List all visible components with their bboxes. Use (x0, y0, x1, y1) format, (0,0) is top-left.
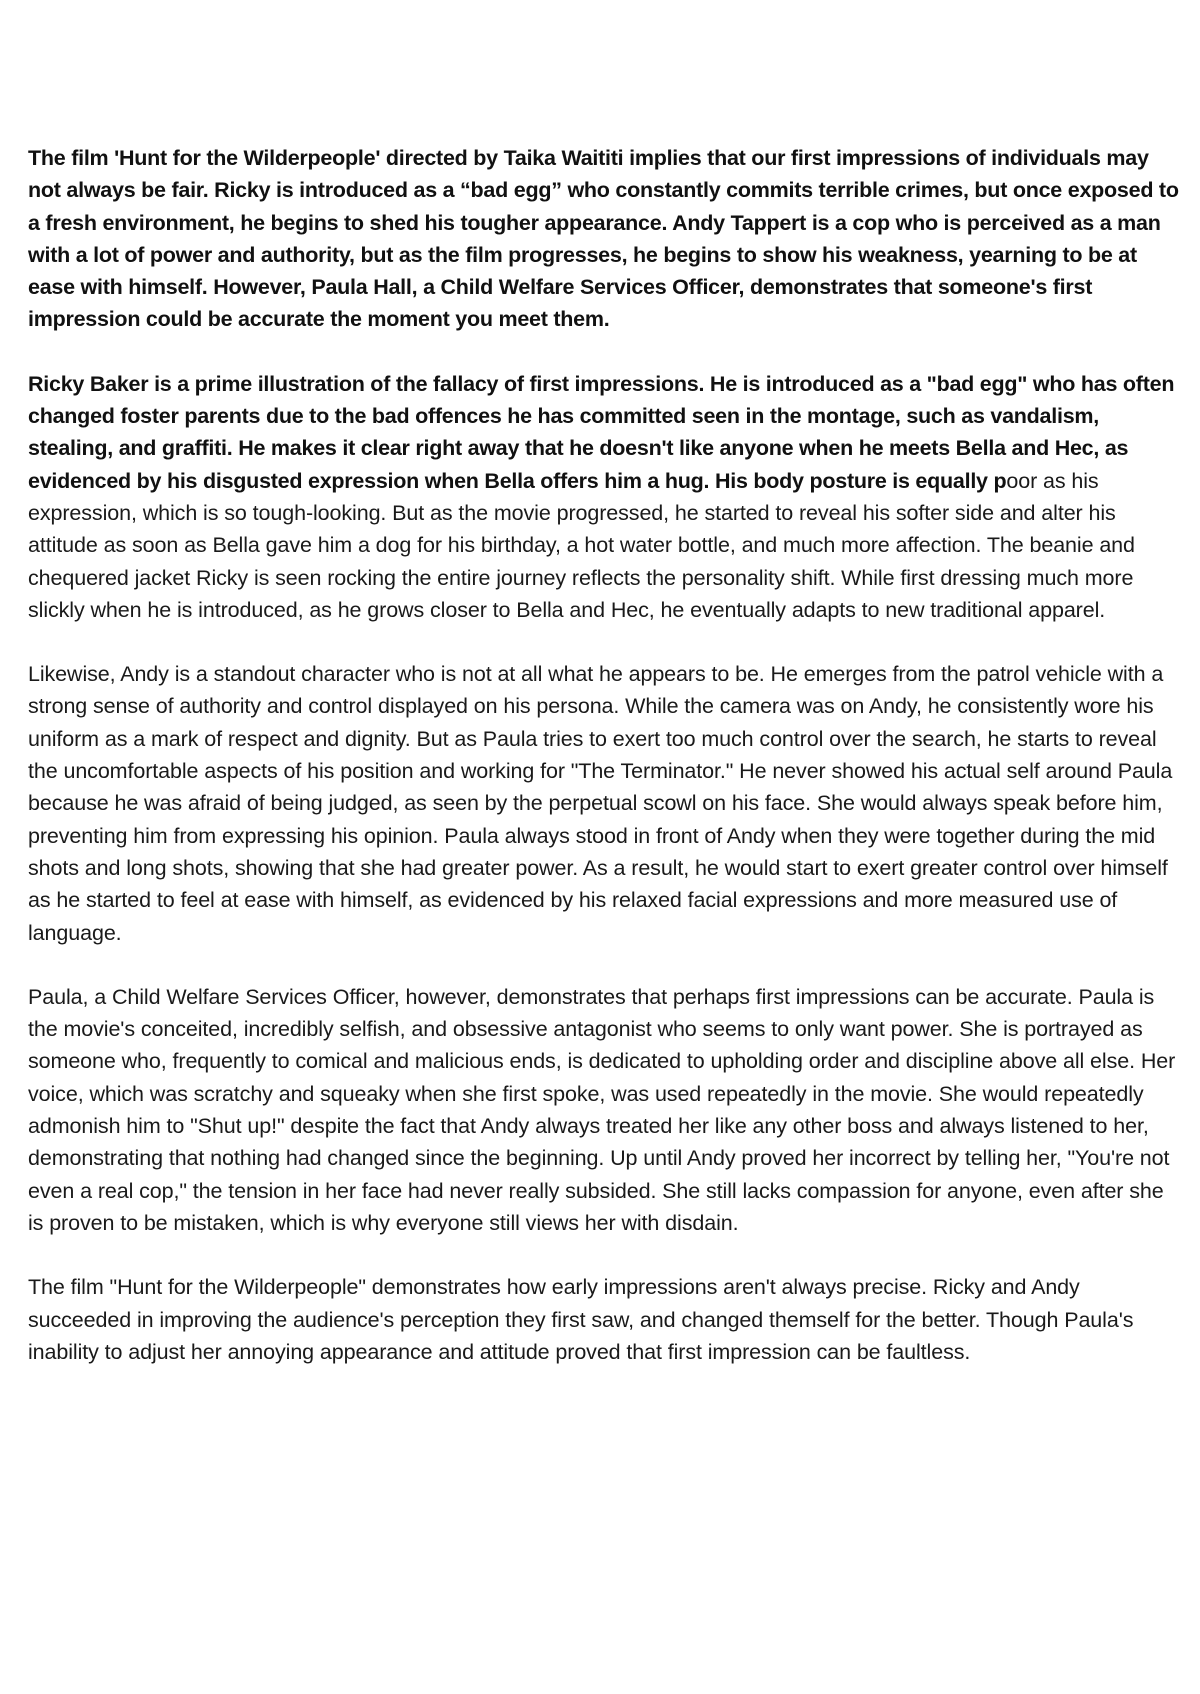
paragraph-text: Likewise, Andy is a standout character who is not at all what he appears to be. He emerges from the patrol vehicle with a strong sense of authority and control displayed on his persona. While the camera was on Andy, he consistently wore his uniform as a mark of respect and dignity. But as Paula tries to exert too much control over the search, he starts to reveal the uncomfortable aspects of his position and working for "The Terminator." He never showed his actual self around Paula because he was afraid of being judged, as seen by the perpetual scowl on his face. She would always speak before him, preventing him from expressing his opinion. Paula always stood in front of Andy when they were together during the mid shots and long shots, showing that she had greater power. As a result, he would start to exert greater control over himself as he started to feel at ease with himself, as evidenced by his relaxed facial expressions and more measured use of language. (28, 662, 1173, 945)
paragraph-conclusion (28, 1271, 1183, 1368)
paragraph-andy (28, 658, 1183, 949)
paragraph-bold-text: Ricky Baker is a prime illustration of the fallacy of first impressions. He is introduced as a "bad egg" who has often changed foster parents due to the bad offences he has committed seen in the montage, such as vandalism, stealing, and graffiti. He makes it clear right away that he doesn't like anyone when he meets Bella and Hec, as evidenced by his disgusted expression when Bella offers him a hug. His body posture is equally p (28, 371, 1175, 493)
paragraph-text: The film "Hunt for the Wilderpeople" demonstrates how early impressions aren't always precise. Ricky and Andy succeeded in improving the audience's perception they first saw, and changed themself for the better. Though Paula's inability to adjust her annoying appearance and attitude proved that first impression can be faultless. (28, 1275, 1134, 1364)
paragraph-paula (28, 981, 1183, 1239)
essay-body (28, 142, 1183, 1400)
paragraph-text: The film 'Hunt for the Wilderpeople' directed by Taika Waititi implies that our first impressions of individuals may not always be fair. Ricky is introduced as a “bad egg” who constantly commits terrible crimes, but once exposed to a fresh environment, he begins to shed his tougher appearance. Andy Tappert is a cop who is perceived as a man with a lot of power and authority, but as the film progresses, he begins to show his weakness, yearning to be at ease with himself. However, Paula Hall, a Child Welfare Services Officer, demonstrates that someone's first impression could be accurate the moment you meet them. (28, 146, 1179, 332)
paragraph-text: Paula, a Child Welfare Services Officer, however, demonstrates that perhaps first impressions can be accurate. Paula is the movie's conceited, incredibly selfish, and obsessive antagonist who seems to only want power. She is portrayed as someone who, frequently to comical and malicious ends, is dedicated to upholding order and discipline above all else. Her voice, which was scratchy and squeaky when she first spoke, was used repeatedly in the movie. She would repeatedly admonish him to "Shut up!" despite the fact that Andy always treated her like any other boss and always listened to her, demonstrating that nothing had changed since the beginning. Up until Andy proved her incorrect by telling her, "You're not even a real cop," the tension in her face had never really subsided. She still lacks compassion for anyone, even after she is proven to be mistaken, which is why everyone still views her with disdain. (28, 984, 1176, 1235)
paragraph-introduction (28, 142, 1183, 336)
paragraph-ricky (28, 368, 1183, 626)
paragraph-text: oor as his expression, which is so tough-looking. But as the movie progressed, he started to reveal his softer side and alter his attitude as soon as Bella gave him a dog for his birthday, a hot water bottle, and much more affection. The beanie and chequered jacket Ricky is seen rocking the entire journey reflects the personality shift. While first dressing much more slickly when he is introduced, as he grows closer to Bella and Hec, he eventually adapts to new traditional apparel. (28, 468, 1135, 622)
